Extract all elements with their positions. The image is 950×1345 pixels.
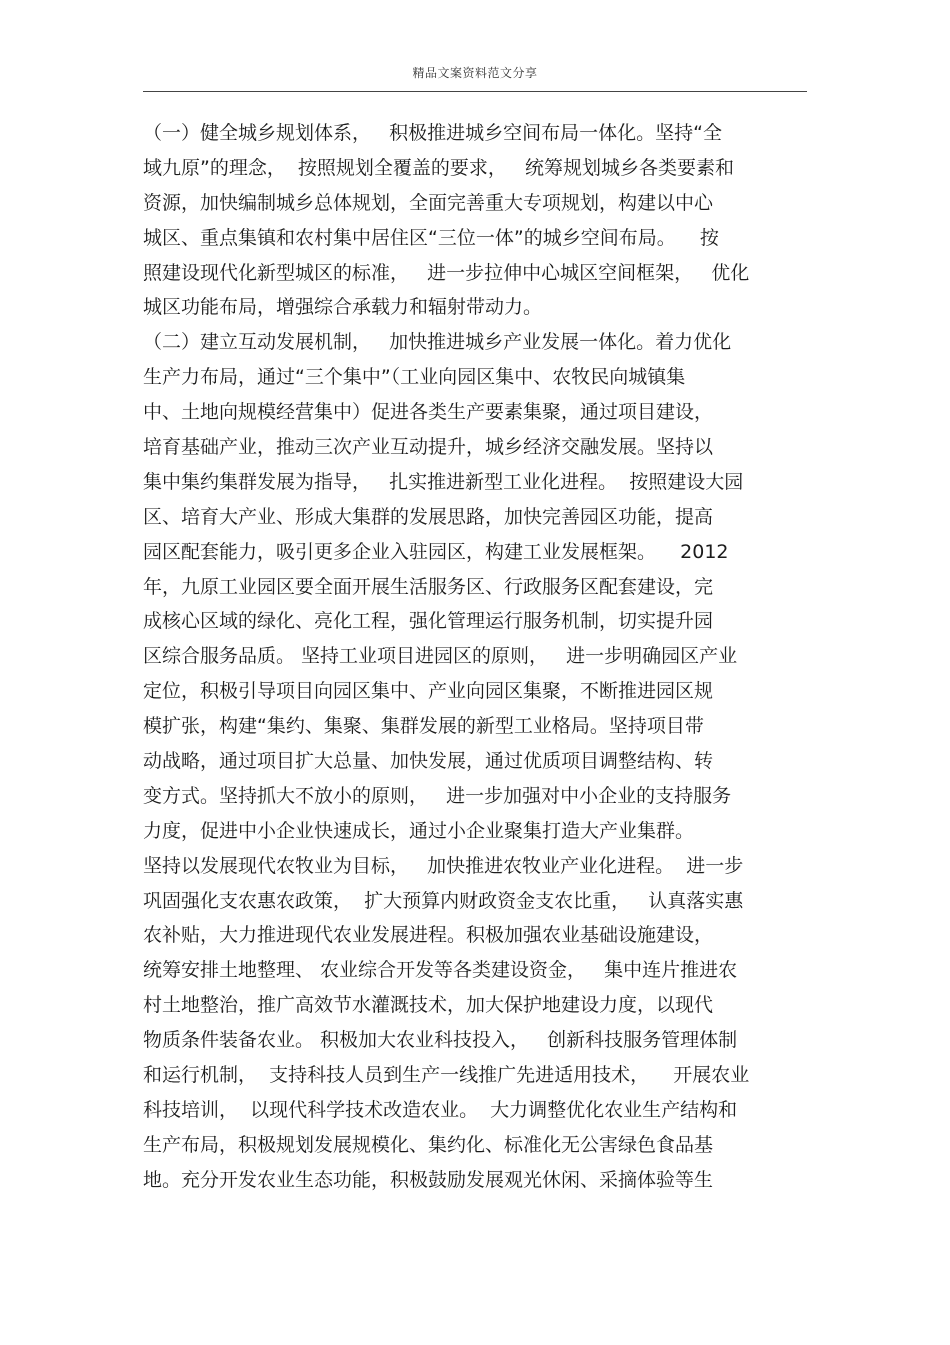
text-line: 域九原”的理念， 按照规划全覆盖的要求， 统筹规划城乡各类要素和 <box>143 156 735 179</box>
text-line: 坚持以发展现代农牧业为目标， 加快推进农牧业产业化进程。 进一步 <box>143 854 744 877</box>
text-line: 区综合服务品质。 坚持工业项目进园区的原则， 进一步明确园区产业 <box>143 645 738 668</box>
text-line: 巩固强化支农惠农政策， 扩大预算内财政资金支农比重， 认真落实惠 <box>143 889 744 912</box>
document-body <box>143 116 823 1198</box>
text-line: 城区功能布局，增强综合承载力和辐射带动力。 <box>143 296 543 319</box>
text-line: 科技培训， 以现代科学技术改造农业。 大力调整优化农业生产结构和 <box>143 1098 738 1121</box>
text-line: 集中集约集群发展为指导， 扎实推进新型工业化进程。 按照建设大园 <box>143 470 744 493</box>
text-line: 和运行机制， 支持科技人员到生产一线推广先进适用技术， 开展农业 <box>143 1064 750 1087</box>
text-line: 培育基础产业，推动三次产业互动提升，城乡经济交融发展。坚持以 <box>143 436 714 459</box>
text-line: 生产力布局，通过“三个集中”（工业向园区集中、农牧民向城镇集 <box>143 366 686 389</box>
text-line: 城区、重点集镇和农村集中居住区“三位一体”的城乡空间布局。 按 <box>143 226 719 249</box>
text-line: 力度，促进中小企业快速成长，通过小企业聚集打造大产业集群。 <box>143 819 695 842</box>
page-header: 精品文案资料范文分享 <box>412 66 538 80</box>
text-line: 中、土地向规模经营集中）促进各类生产要素集聚，通过项目建设， <box>143 401 714 424</box>
text-line: 定位，积极引导项目向园区集中、产业向园区集聚，不断推进园区规 <box>143 680 714 703</box>
text-line: 农补贴，大力推进现代农业发展进程。积极加强农业基础设施建设， <box>143 924 714 947</box>
text-line: 模扩张，构建“集约、集聚、集群发展的新型工业格局。坚持项目带 <box>143 715 704 738</box>
text-line: （一）健全城乡规划体系， 积极推进城乡空间布局一体化。坚持“全 <box>143 122 722 144</box>
text-line: 变方式。坚持抓大不放小的原则， 进一步加强对中小企业的支持服务 <box>143 784 732 807</box>
text-line: 动战略，通过项目扩大总量、加快发展，通过优质项目调整结构、转 <box>143 750 714 773</box>
text-line: 统筹安排土地整理、 农业综合开发等各类建设资金， 集中连片推进农 <box>143 959 738 982</box>
text-line: 区、培育大产业、形成大集群的发展思路，加快完善园区功能，提高 <box>143 505 714 528</box>
text-line: 村土地整治，推广高效节水灌溉技术，加大保护地建设力度，以现代 <box>143 994 714 1017</box>
text-line: 资源，加快编制城乡总体规划，全面完善重大专项规划，构建以中心 <box>143 191 714 214</box>
text-line: 年，九原工业园区要全面开展生活服务区、行政服务区配套建设，完 <box>143 575 714 598</box>
text-line: 地。充分开发农业生态功能，积极鼓励发展观光休闲、采摘体验等生 <box>143 1168 714 1191</box>
text-line: 生产布局，积极规划发展规模化、集约化、标准化无公害绿色食品基 <box>143 1133 714 1156</box>
text-line: 成核心区域的绿化、亮化工程，强化管理运行服务机制，切实提升园 <box>143 610 714 633</box>
text-line: 物质条件装备农业。 积极加大农业科技投入， 创新科技服务管理体制 <box>143 1029 738 1052</box>
header-divider <box>143 91 807 92</box>
text-line: 照建设现代化新型城区的标准， 进一步拉伸中心城区空间框架， 优化 <box>143 261 750 284</box>
text-line: 园区配套能力，吸引更多企业入驻园区，构建工业发展框架。 2012 <box>143 540 729 563</box>
text-line: （二）建立互动发展机制， 加快推进城乡产业发展一体化。着力优化 <box>143 331 732 354</box>
